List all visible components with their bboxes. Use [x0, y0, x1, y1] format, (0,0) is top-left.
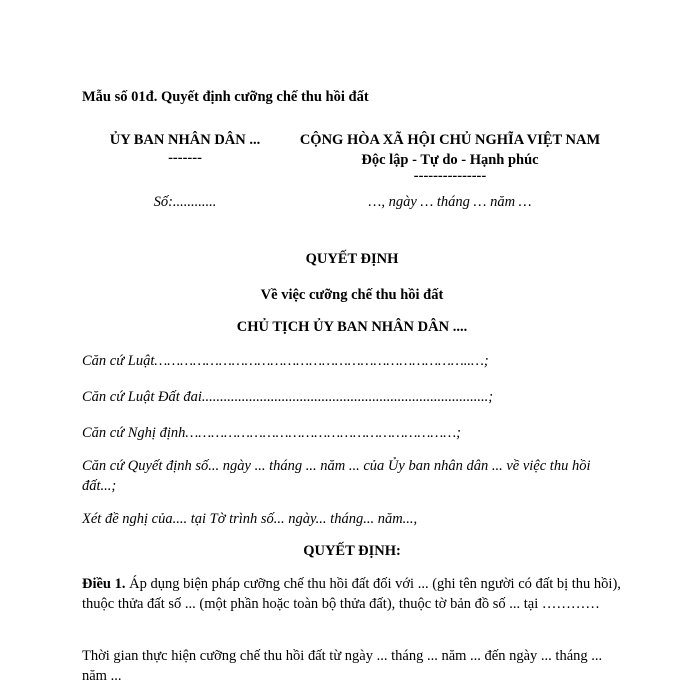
legal-basis-item: Căn cứ Nghị định………………………………………………………;	[82, 425, 461, 441]
enforcement-period: Thời gian thực hiện cưỡng chế thu hồi đất từ ngày ... tháng ... năm ... đến ngày ... tháng ... năm ...	[82, 648, 603, 684]
document-number: Số:............	[153, 194, 217, 210]
issuing-authority: CHỦ TỊCH ỦY BAN NHÂN DÂN ....	[236, 319, 468, 335]
proposal-text: Xét đề nghị của.... tại Tờ trình số... ngày... tháng... năm...,	[82, 511, 418, 527]
motto-rule: ---------------	[413, 168, 487, 184]
decide-heading: QUYẾT ĐỊNH:	[303, 543, 401, 559]
agency-name: ỦY BAN NHÂN DÂN ...	[109, 132, 261, 148]
form-title: Mẫu số 01đ. Quyết định cưỡng chế thu hồi đất	[82, 89, 369, 105]
article-1-label: Điều 1.	[82, 576, 126, 592]
article-1	[82, 575, 622, 614]
legal-basis-item: Căn cứ Quyết định số... ngày ... tháng ... năm ... của Ủy ban nhân dân ... về việc thu hồi đất...;	[82, 458, 591, 494]
decision-subject: Về việc cưỡng chế thu hồi đất	[260, 287, 444, 303]
decision-heading: QUYẾT ĐỊNH	[305, 251, 399, 267]
national-motto: Độc lập - Tự do - Hạnh phúc	[361, 152, 539, 168]
legal-basis-item: Căn cứ Luật Đất đai...............................................................................;	[82, 389, 494, 405]
agency-rule: -------	[168, 150, 202, 166]
article-1-text: Áp dụng biện pháp cưỡng chế thu hồi đất đối với ... (ghi tên người có đất bị thu hồi), thuộc thửa đất số ... (một phần hoặc toàn bộ thửa đất), thuộc tờ bản đồ số ... tại …………	[82, 576, 621, 612]
issue-date: …, ngày … tháng … năm …	[368, 194, 532, 210]
legal-basis-item: Căn cứ Luật………………………………………………………………..…;	[82, 353, 489, 369]
nation-title: CỘNG HÒA XÃ HỘI CHỦ NGHĨA VIỆT NAM	[299, 132, 601, 148]
